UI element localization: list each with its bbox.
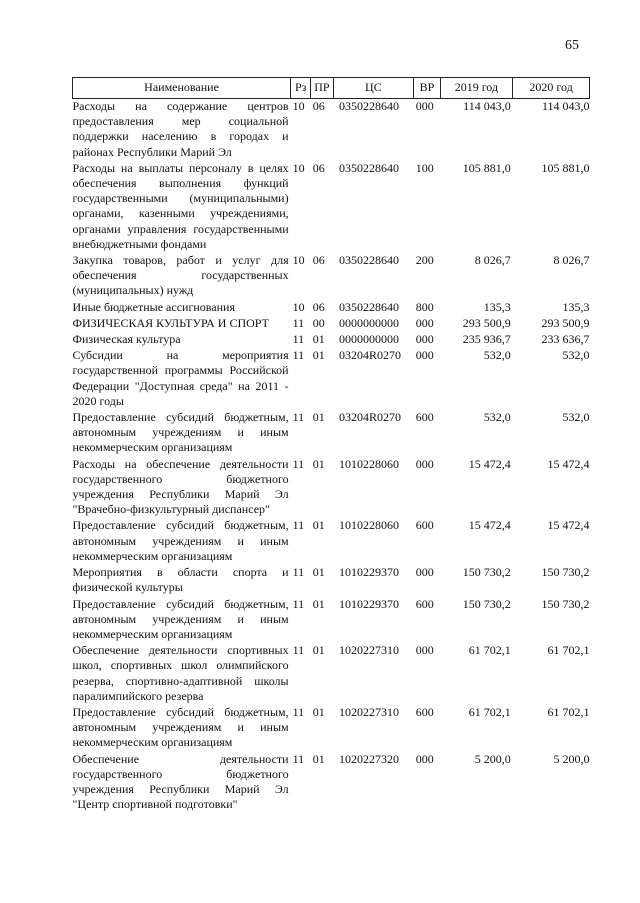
row-vr-cell: 200 [415, 253, 434, 268]
row-2019-cell: 235 936,7 [462, 332, 511, 347]
row-rz-cell: 11 [292, 456, 305, 471]
row-pr-cell: 01 [312, 565, 325, 580]
row-2019-cell: 150 730,2 [462, 565, 511, 580]
table-row [73, 752, 590, 814]
row-2019-cell: 114 043,0 [463, 99, 511, 113]
table-row [73, 643, 590, 705]
row-2020-cell: 532,0 [562, 348, 590, 363]
row-name-cell: Закупка товаров, работ и услуг для обеспечения государственных (муниципальных) нужд [72, 253, 289, 298]
row-name-cell: Предоставление субсидий бюджетным, автономным учреждениям и иным некоммерческим организациям [72, 410, 289, 455]
row-cs-cell: 1010228060 [339, 518, 399, 533]
row-2020-cell: 114 043,0 [541, 99, 590, 113]
row-cs-cell: 0350228640 [339, 99, 399, 113]
row-2019-cell: 293 500,9 [462, 315, 511, 330]
row-vr-cell: 600 [415, 596, 434, 611]
row-2019-cell: 532,0 [483, 348, 511, 363]
row-2020-cell: 150 730,2 [541, 565, 590, 580]
row-2019-cell: 8 026,7 [474, 253, 511, 268]
row-2019-cell: 61 702,1 [468, 643, 511, 658]
row-rz-cell: 11 [292, 410, 305, 425]
budget-table [72, 77, 590, 813]
row-2020-cell: 105 881,0 [541, 160, 590, 175]
row-2020-cell: 293 500,9 [541, 315, 590, 330]
row-vr-cell: 000 [415, 99, 434, 113]
row-cs-cell: 1010228060 [339, 456, 399, 471]
row-name-cell: Расходы на обеспечение деятельности государственного бюджетного учреждения Республики Марий Эл "Врачебно-физкультурный диспансер" [72, 456, 289, 517]
row-name-cell: Мероприятия в области спорта и физической культуры [72, 565, 289, 595]
header-2019: 2019 год [440, 78, 513, 99]
row-pr-cell: 01 [312, 456, 325, 471]
row-rz-cell: 11 [292, 315, 305, 330]
row-cs-cell: 1010229370 [339, 565, 399, 580]
row-vr-cell: 000 [415, 565, 434, 580]
row-2019-cell: 532,0 [483, 410, 511, 425]
row-rz-cell: 10 [292, 99, 305, 113]
row-pr-cell: 06 [312, 99, 325, 113]
table-row [73, 253, 590, 300]
row-name-cell: Иные бюджетные ассигнования [72, 299, 235, 314]
row-rz-cell: 10 [292, 160, 305, 175]
row-vr-cell: 100 [415, 160, 434, 175]
row-2020-cell: 150 730,2 [541, 596, 590, 611]
row-name-cell: Предоставление субсидий бюджетным, автономным учреждениям и иным некоммерческим организациям [72, 596, 289, 641]
row-name-cell: Расходы на выплаты персоналу в целях обеспечения выполнения функций государственными (муниципальными) органами, казенными учреждениями, органами управления государственными внебюджетными фондами [72, 160, 289, 251]
row-pr-cell: 00 [312, 315, 325, 330]
table-row [73, 348, 590, 410]
row-cs-cell: 1020227310 [339, 704, 399, 719]
row-rz-cell: 11 [292, 751, 305, 766]
table-row [73, 161, 590, 253]
row-name-cell: Предоставление субсидий бюджетным, автономным учреждениям и иным некоммерческим организациям [72, 518, 289, 563]
header-2020: 2020 год [513, 78, 590, 99]
row-2019-cell: 105 881,0 [462, 160, 511, 175]
row-rz-cell: 11 [292, 704, 305, 719]
row-pr-cell: 01 [312, 518, 325, 533]
row-name-cell: Обеспечение деятельности государственного бюджетного учреждения Республики Марий Эл "Центр спортивной подготовки" [72, 751, 289, 812]
row-cs-cell: 1020227310 [339, 643, 399, 658]
table-row [73, 518, 590, 565]
row-pr-cell: 01 [312, 410, 325, 425]
row-name-cell: Предоставление субсидий бюджетным, автономным учреждениям и иным некоммерческим организациям [72, 704, 289, 750]
row-cs-cell: 03204R0270 [339, 348, 402, 363]
row-2020-cell: 15 472,4 [547, 518, 590, 533]
row-vr-cell: 600 [415, 704, 434, 719]
row-vr-cell: 000 [415, 751, 434, 766]
header-vr: ВР [414, 78, 440, 99]
header-cs: ЦС [333, 78, 414, 99]
row-cs-cell: 0350228640 [339, 299, 399, 314]
row-2020-cell: 135,3 [562, 299, 590, 314]
row-cs-cell: 0000000000 [339, 332, 399, 347]
table-row [73, 457, 590, 519]
row-cs-cell: 1020227320 [339, 751, 399, 766]
table-header-row [73, 78, 590, 99]
table-body [73, 99, 590, 814]
row-vr-cell: 600 [415, 518, 434, 533]
row-vr-cell: 000 [415, 643, 434, 658]
row-vr-cell: 000 [415, 315, 434, 330]
row-pr-cell: 06 [312, 160, 325, 175]
row-name-cell: Обеспечение деятельности спортивных школ, спортивных школ олимпийского резерва, спортивно-адаптивной школы паралимпийского резерва [72, 643, 289, 703]
page-number: 65 [565, 38, 579, 53]
row-rz-cell: 11 [292, 643, 305, 658]
row-rz-cell: 11 [292, 518, 305, 533]
row-pr-cell: 01 [312, 704, 325, 719]
header-name: Наименование [73, 78, 291, 99]
row-2019-cell: 5 200,0 [474, 751, 511, 766]
row-2019-cell: 15 472,4 [468, 456, 511, 471]
row-2020-cell: 15 472,4 [547, 456, 590, 471]
row-rz-cell: 11 [292, 565, 305, 580]
row-2019-cell: 135,3 [483, 299, 511, 314]
row-2020-cell: 61 702,1 [547, 704, 590, 719]
table-row [73, 300, 590, 316]
table-row [73, 332, 590, 348]
row-name-cell: Субсидии на мероприятия государственной программы Российской Федерации "Доступная среда" на 2011 - 2020 годы [72, 348, 289, 408]
row-rz-cell: 11 [292, 596, 305, 611]
row-cs-cell: 03204R0270 [339, 410, 402, 425]
row-pr-cell: 01 [312, 643, 325, 658]
row-pr-cell: 01 [312, 596, 325, 611]
row-vr-cell: 800 [415, 299, 434, 314]
table-row [73, 99, 590, 161]
row-2020-cell: 61 702,1 [547, 643, 590, 658]
table-row [73, 316, 590, 332]
row-vr-cell: 000 [415, 456, 434, 471]
row-cs-cell: 1010229370 [339, 596, 399, 611]
header-pr: ПР [311, 78, 333, 99]
row-pr-cell: 01 [312, 751, 325, 766]
row-pr-cell: 01 [312, 348, 325, 363]
row-rz-cell: 10 [292, 299, 305, 314]
row-name-cell: Расходы на содержание центров предоставления мер социальной поддержки населению в городах и районах Республики Марий Эл [72, 99, 289, 159]
row-pr-cell: 06 [312, 253, 325, 268]
table-row [73, 565, 590, 596]
row-2019-cell: 61 702,1 [468, 704, 511, 719]
row-rz-cell: 10 [292, 253, 305, 268]
row-2020-cell: 532,0 [562, 410, 590, 425]
row-rz-cell: 11 [292, 348, 305, 363]
row-name-cell: ФИЗИЧЕСКАЯ КУЛЬТУРА И СПОРТ [72, 315, 269, 330]
header-rz: Рз [291, 78, 311, 99]
table-row [73, 597, 590, 644]
row-name-cell: Физическая культура [72, 332, 181, 347]
row-cs-cell: 0350228640 [339, 253, 399, 268]
row-vr-cell: 600 [415, 410, 434, 425]
row-2019-cell: 150 730,2 [462, 596, 511, 611]
row-2020-cell: 8 026,7 [553, 253, 590, 268]
table-row [73, 410, 590, 457]
row-pr-cell: 01 [312, 332, 325, 347]
row-2020-cell: 233 636,7 [541, 332, 590, 347]
row-2020-cell: 5 200,0 [553, 751, 590, 766]
row-cs-cell: 0350228640 [339, 160, 399, 175]
row-vr-cell: 000 [415, 348, 434, 363]
row-cs-cell: 0000000000 [339, 315, 399, 330]
table-row [73, 705, 590, 752]
row-vr-cell: 000 [415, 332, 434, 347]
row-rz-cell: 11 [292, 332, 305, 347]
row-2019-cell: 15 472,4 [468, 518, 511, 533]
row-pr-cell: 06 [312, 299, 325, 314]
